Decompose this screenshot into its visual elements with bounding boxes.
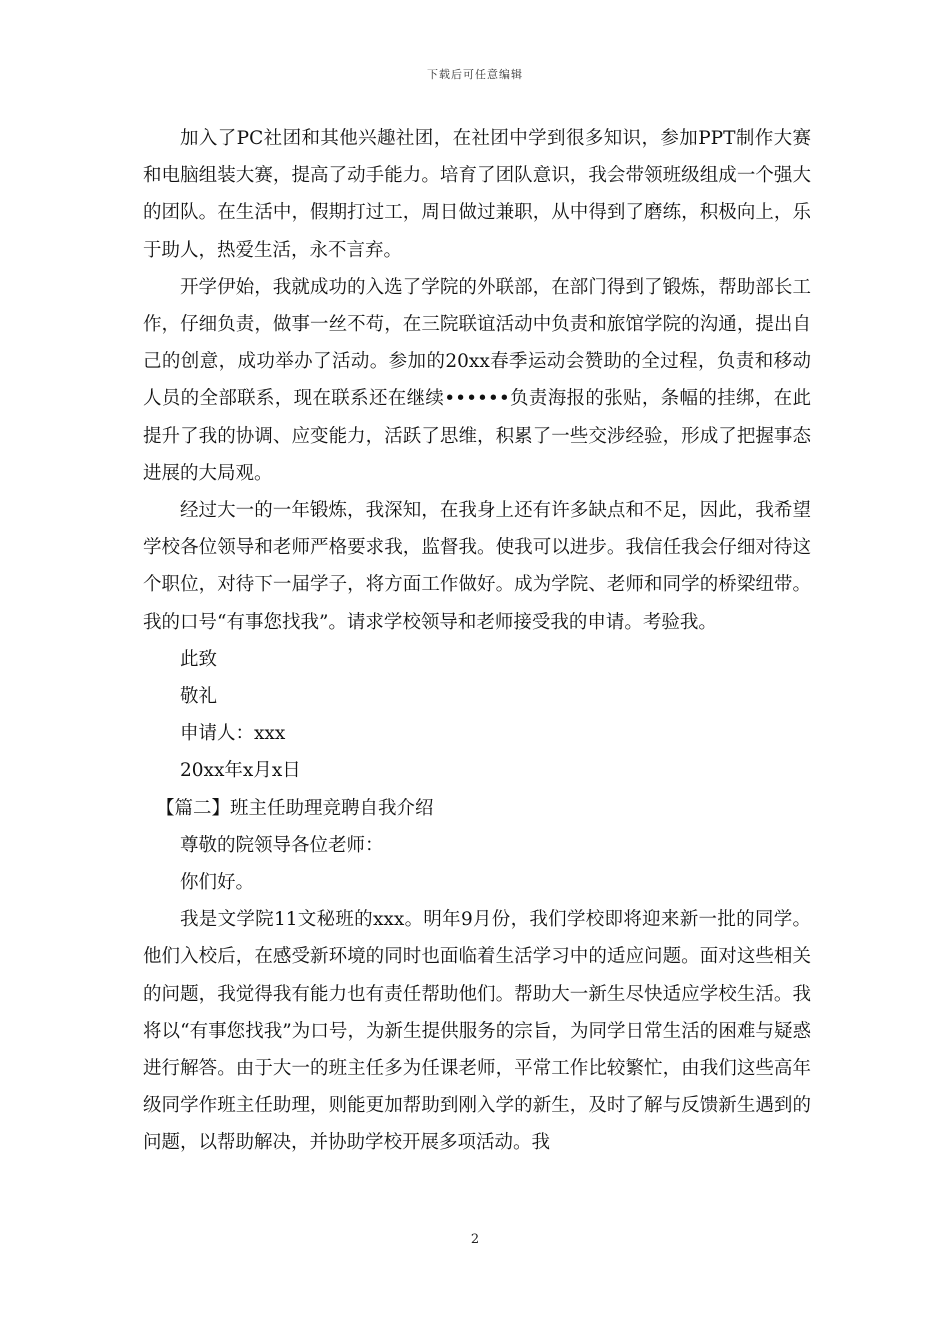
- greeting-hello: 你们好。: [180, 872, 255, 894]
- page-header: 下载后可任意编辑: [427, 68, 523, 81]
- paragraph: 我是文学院11文秘班的xxx。明年9月份，我们学校即将迎来新一批的同学。他们入校后，在感受新环境的同时也面临着生活学习中的适应问题。面对这些相关的问题，我觉得我有能力也有责任帮助他们。帮助大一新生尽快适应学校生活。我将以“有事您找我”为口号，为新生提供服务的宗旨，为同学日常生活的困难与疑惑进行解答。由于大一的班主任多为任课老师，平常工作比较繁忙，由我们这些高年级同学作班主任助理，则能更加帮助到刚入学的新生，及时了解与反馈新生遇到的问题，以帮助解决，并协助学校开展多项活动。我: [143, 909, 811, 1154]
- closing-regards: 敬礼: [180, 686, 218, 708]
- greeting-line: 尊敬的院领导各位老师：: [180, 834, 384, 856]
- section-heading: 【篇二】班主任助理竞聘自我介绍: [155, 797, 434, 819]
- applicant-line: 申请人：xxx: [180, 723, 286, 745]
- closing-salutation: 此致: [180, 648, 218, 670]
- paragraph: 经过大一的一年锻炼，我深知，在我身上还有许多缺点和不足，因此，我希望学校各位领导和老师严格要求我，监督我。使我可以进步。我信任我会仔细对待这个职位，对待下一届学子，将方面工作做好。成为学院、老师和同学的桥梁纽带。我的口号“有事您找我”。请求学校领导和老师接受我的申请。考验我。: [143, 500, 811, 633]
- document-body: [143, 120, 811, 1162]
- date-line: 20xx年x月x日: [180, 760, 301, 782]
- page-number: 2: [470, 1232, 480, 1247]
- paragraph: 开学伊始，我就成功的入选了学院的外联部，在部门得到了锻炼，帮助部长工作，仔细负责，做事一丝不苟，在三院联谊活动中负责和旅馆学院的沟通，提出自己的创意，成功举办了活动。参加的20xx春季运动会赞助的全过程，负责和移动人员的全部联系，现在联系还在继续••••••负责海报的张贴，条幅的挂绑，在此提升了我的协调、应变能力，活跃了思维，积累了一些交涉经验，形成了把握事态进展的大局观。: [143, 276, 811, 484]
- paragraph: 加入了PC社团和其他兴趣社团，在社团中学到很多知识，参加PPT制作大赛和电脑组装大赛，提高了动手能力。培育了团队意识，我会带领班级组成一个强大的团队。在生活中，假期打过工，周日做过兼职，从中得到了磨练，积极向上，乐于助人，热爱生活，永不言弃。: [143, 128, 811, 261]
